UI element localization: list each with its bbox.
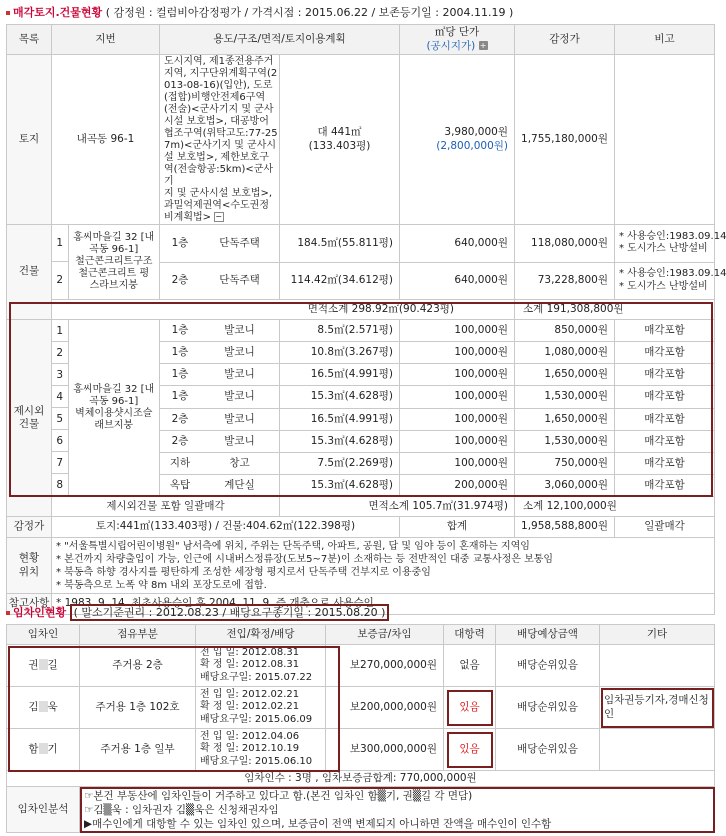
outside-5-appraisal: 1,650,000원 bbox=[515, 408, 615, 430]
bullet-icon bbox=[6, 611, 10, 615]
header-yongdo: 용도/구조/면적/토지이용계획 bbox=[160, 25, 400, 55]
land-appraisal: 1,755,180,000원 bbox=[515, 55, 615, 225]
tenant-power: 있음 bbox=[444, 687, 496, 729]
outside-row-2: 1층 발코니 bbox=[160, 342, 280, 364]
reference-label: 참고사항 bbox=[7, 594, 52, 615]
appraisal-info: ( 감정원 : 컬럼비아감정평가 / 가격시점 : 2015.06.22 / 보존등기일 : 2004.11.19 ) bbox=[105, 6, 514, 19]
tenant-part: 주거용 1층 102호 bbox=[80, 687, 196, 729]
analysis-text: ☞본건 부동산에 임차인들이 거주하고 있다고 함.(본건 임차인 함▒기, 권▒길 각 면담) ☞김▒욱 : 임차권자 김▒욱은 신청채권자임 ▶매수인에게 대항할 수 있는 임차인 있으며, 보증금이 전액 변제되지 아니하면 잔액을 매수인이 인수함 bbox=[80, 787, 715, 833]
outside-2-area: 10.8㎡(3.267평) bbox=[280, 342, 400, 364]
land-jibeon: 내곡동 96-1 bbox=[52, 55, 160, 225]
total-summary: 토지:441㎡(133.403평) / 건물:404.62㎡(122.398평) bbox=[52, 517, 400, 538]
outside-5-area: 16.5㎡(4.991평) bbox=[280, 408, 400, 430]
tenant-etc bbox=[600, 729, 715, 771]
header-tenant: 임차인 bbox=[7, 625, 80, 645]
outside-6-note: 매각포함 bbox=[615, 430, 715, 452]
outside-4-area: 15.3㎡(4.628평) bbox=[280, 386, 400, 408]
header-power: 대항력 bbox=[444, 625, 496, 645]
tenant-power: 없음 bbox=[444, 645, 496, 687]
total-note: 일괄매각 bbox=[615, 517, 715, 538]
tenant-expected: 배당순위있음 bbox=[496, 687, 600, 729]
tenant-table bbox=[6, 624, 715, 833]
tenant-deposit: 보200,000,000원 bbox=[326, 687, 444, 729]
header-bigo: 비고 bbox=[615, 25, 715, 55]
building-2-note: * 사용승인:1983.09.14 * 도시가스 난방설비 bbox=[615, 262, 715, 300]
tenant-dates: 전 입 일: 2012.02.21 확 정 일: 2012.02.21 배당요구일: 2015.06.09 bbox=[196, 687, 326, 729]
outside-1-area: 8.5㎡(2.571평) bbox=[280, 320, 400, 342]
tenant-deposit: 보300,000,000원 bbox=[326, 729, 444, 771]
header-etc: 기타 bbox=[600, 625, 715, 645]
outside-3-area: 16.5㎡(4.991평) bbox=[280, 364, 400, 386]
outside-8-note: 매각포함 bbox=[615, 474, 715, 496]
outside-8-appraisal: 3,060,000원 bbox=[515, 474, 615, 496]
header-jibeon: 지번 bbox=[52, 25, 160, 55]
outside-1-note: 매각포함 bbox=[615, 320, 715, 342]
outside-row-7: 지하 창고 bbox=[160, 452, 280, 474]
outside-row-1: 1층 발코니 bbox=[160, 320, 280, 342]
building-1-area: 184.5㎡(55.811평) bbox=[280, 225, 400, 263]
status-label: 현황 위치 bbox=[7, 538, 52, 594]
tenant-name: 권 길 bbox=[7, 645, 80, 687]
outside-row-3: 1층 발코니 bbox=[160, 364, 280, 386]
outside-address: 1 2 3 4 5 6 7 8 홍씨마을길 32 [내 곡동 96-1] 벽체이용샷시조슬 래브지붕 bbox=[52, 320, 160, 497]
outside-subtotal-price: 소계 12,100,000원 bbox=[515, 497, 715, 517]
header-part: 점유부분 bbox=[80, 625, 196, 645]
outside-3-note: 매각포함 bbox=[615, 364, 715, 386]
outside-7-appraisal: 750,000원 bbox=[515, 452, 615, 474]
tenant-row bbox=[7, 729, 715, 771]
building-1-price: 640,000원 bbox=[400, 225, 515, 263]
building-1-note: * 사용승인:1983.09.14 * 도시가스 난방설비 bbox=[615, 225, 715, 263]
building-row-1: 1층 단독주택 bbox=[160, 225, 280, 263]
header-deposit: 보증금/차임 bbox=[326, 625, 444, 645]
outside-6-appraisal: 1,530,000원 bbox=[515, 430, 615, 452]
outside-row-8: 옥탑 계단실 bbox=[160, 474, 280, 496]
tenant-summary: 임차인수 : 3명 , 임차보증금합계: 770,000,000원 bbox=[7, 771, 715, 787]
tenant-part: 주거용 2층 bbox=[80, 645, 196, 687]
tenant-row bbox=[7, 645, 715, 687]
tenant-expected: 배당순위있음 bbox=[496, 645, 600, 687]
outside-6-price: 100,000원 bbox=[400, 430, 515, 452]
outside-subtotal-area: 면적소계 105.7㎡(31.974평) bbox=[280, 497, 515, 517]
reference-text: * 1983. 9. 14. 최초사용승인 후 2004. 11. 9. 증,개축으로 사용승인. bbox=[52, 594, 715, 615]
outside-8-area: 15.3㎡(4.628평) bbox=[280, 474, 400, 496]
total-sum-value: 1,958,588,800원 bbox=[515, 517, 615, 538]
tenant-power: 있음 bbox=[444, 729, 496, 771]
expand-public-price-icon[interactable]: + bbox=[479, 41, 487, 50]
tenant-dates: 전 입 일: 2012.08.31 확 정 일: 2012.08.31 배당요구일: 2015.07.22 bbox=[196, 645, 326, 687]
outside-5-price: 100,000원 bbox=[400, 408, 515, 430]
tenant-etc: 임차권등기자,경매신청인 bbox=[600, 687, 715, 729]
outside-2-appraisal: 1,080,000원 bbox=[515, 342, 615, 364]
building-row-2: 2층 단독주택 bbox=[160, 262, 280, 300]
outside-include-note: 제시외건물 포함 일괄매각 bbox=[52, 497, 280, 517]
analysis-label: 임차인분석 bbox=[7, 787, 80, 833]
header-appraisal: 감정가 bbox=[515, 25, 615, 55]
outside-1-price: 100,000원 bbox=[400, 320, 515, 342]
outside-row-6: 2층 발코니 bbox=[160, 430, 280, 452]
outside-row-4: 1층 발코니 bbox=[160, 386, 280, 408]
land-note bbox=[615, 55, 715, 225]
header-expected: 배당예상금액 bbox=[496, 625, 600, 645]
tenant-name: 김 욱 bbox=[7, 687, 80, 729]
header-dates: 전입/확정/배당 bbox=[196, 625, 326, 645]
outside-8-price: 200,000원 bbox=[400, 474, 515, 496]
outside-4-note: 매각포함 bbox=[615, 386, 715, 408]
tenant-deposit: 보270,000,000원 bbox=[326, 645, 444, 687]
bullet-icon bbox=[6, 11, 10, 15]
outside-5-note: 매각포함 bbox=[615, 408, 715, 430]
outside-row-5: 2층 발코니 bbox=[160, 408, 280, 430]
building-subtotal-price: 소계 191,308,800원 bbox=[515, 300, 715, 320]
tenant-part: 주거용 1층 일부 bbox=[80, 729, 196, 771]
tenant-name: 함 기 bbox=[7, 729, 80, 771]
section-title-tenant: 임차인현황 ( 말소기준권리 : 2012.08.23 / 배당요구종기일 : 2015.08.20 ) bbox=[6, 604, 389, 622]
building-address: 1 2 홍씨마을길 32 [내 곡동 96-1] 철근콘크리트구조 철근콘크리트 평 스라브지붕 bbox=[52, 225, 160, 300]
outside-2-note: 매각포함 bbox=[615, 342, 715, 364]
land-plan: 도시지역, 제1종전용주거 지역, 지구단위계획구역(2 013-08-16)(입안), 도로 (접합)비행안전제6구역 (전술)<군사기지 및 군사 시설 보호법>, 대공방어 협조구역(위탁고도:77-25 7m)<군사기지 및 군사시 설 보호법>, 제한보호구 역(전술항공:5km)<군사기 지 및 군사시설 보호법>, 과밀억제권역<수도권정 비계획법> − bbox=[160, 55, 280, 225]
collapse-plan-icon[interactable]: − bbox=[214, 212, 224, 222]
tenant-row bbox=[7, 687, 715, 729]
building-1-appraisal: 118,080,000원 bbox=[515, 225, 615, 263]
total-label: 감정가 bbox=[7, 517, 52, 538]
tenant-etc bbox=[600, 645, 715, 687]
building-2-price: 640,000원 bbox=[400, 262, 515, 300]
section-title-property: 매각토지.건물현황 ( 감정원 : 컬럼비아감정평가 / 가격시점 : 2015.06.22 / 보존등기일 : 2004.11.19 ) bbox=[6, 4, 513, 22]
tenant-dates: 전 입 일: 2012.04.06 확 정 일: 2012.10.19 배당요구일: 2015.06.10 bbox=[196, 729, 326, 771]
building-subtotal-area: 면적소계 298.92㎡(90.423평) bbox=[52, 300, 515, 320]
outside-6-area: 15.3㎡(4.628평) bbox=[280, 430, 400, 452]
land-price: 3,980,000원 (2,800,000원) bbox=[400, 55, 515, 225]
building-2-appraisal: 73,228,800원 bbox=[515, 262, 615, 300]
building-label: 건물 bbox=[7, 225, 52, 320]
header-danga: ㎡당 단가 (공시지가) + bbox=[400, 25, 515, 55]
outside-7-area: 7.5㎡(2.269평) bbox=[280, 452, 400, 474]
outside-label: 제시외 건물 bbox=[7, 320, 52, 517]
outside-7-note: 매각포함 bbox=[615, 452, 715, 474]
property-table bbox=[6, 24, 726, 615]
outside-1-appraisal: 850,000원 bbox=[515, 320, 615, 342]
outside-4-appraisal: 1,530,000원 bbox=[515, 386, 615, 408]
outside-4-price: 100,000원 bbox=[400, 386, 515, 408]
building-2-area: 114.42㎡(34.612평) bbox=[280, 262, 400, 300]
outside-3-price: 100,000원 bbox=[400, 364, 515, 386]
tenant-expected: 배당순위있음 bbox=[496, 729, 600, 771]
outside-2-price: 100,000원 bbox=[400, 342, 515, 364]
land-area: 대 441㎡ (133.403평) bbox=[280, 55, 400, 225]
total-sum-label: 합계 bbox=[400, 517, 515, 538]
baseline-right-info: ( 말소기준권리 : 2012.08.23 / 배당요구종기일 : 2015.08.20 ) bbox=[70, 604, 390, 621]
header-mokrok: 목록 bbox=[7, 25, 52, 55]
land-label: 토지 bbox=[7, 55, 52, 225]
status-text: * "서울특별시립어린이병원" 남서측에 위치, 주위는 단독주택, 아파트, 공원, 답 및 임야 등이 혼재하는 지역임 * 본건까지 차량출입이 가능, 인근에 시내버스정류장(도보5~7분)이 소재하는 등 전반적인 대중 교통사정은 보통임 * 북동측 하향 경사지를 평탄하게 조성한 세장형 평지로서 단독주택 건부지로 이용중임 * 북동측으로 노폭 약 8m 내외 포장도로에 접함. bbox=[52, 538, 715, 594]
outside-3-appraisal: 1,650,000원 bbox=[515, 364, 615, 386]
outside-7-price: 100,000원 bbox=[400, 452, 515, 474]
